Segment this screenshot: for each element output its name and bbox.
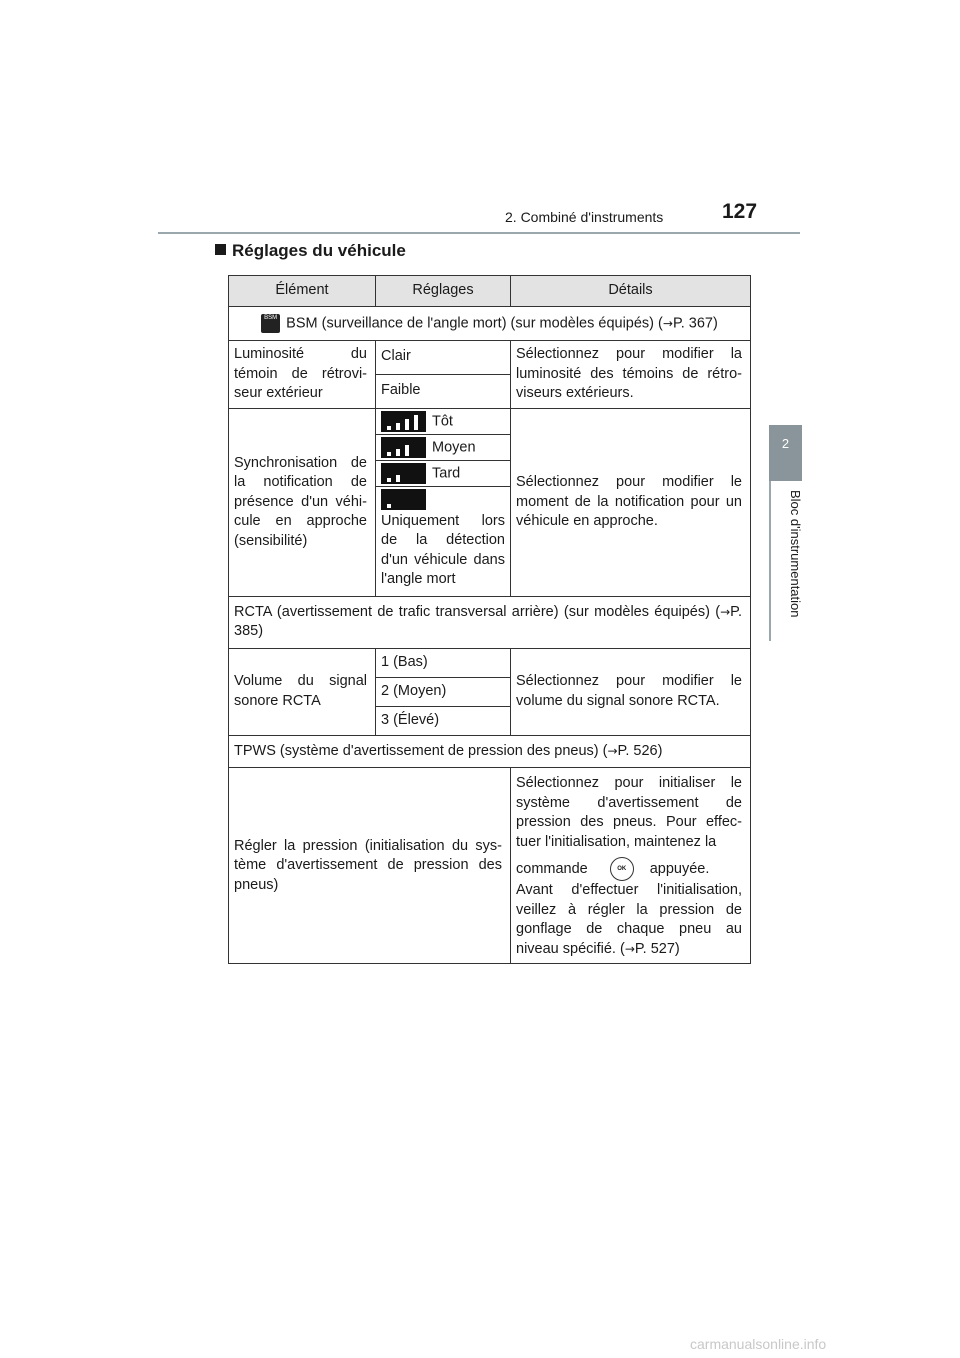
- pressure-command-line: [516, 857, 709, 881]
- header-details: Détails: [511, 276, 751, 307]
- bsm-row: [229, 306, 751, 341]
- setting-volume-low: 1 (Bas): [376, 648, 511, 677]
- luminosity-item: Luminosité du témoin de rétrovi-seur extérieur: [229, 341, 376, 409]
- side-tab-label: Bloc d'instrumentation: [788, 490, 803, 618]
- setting-clair: Clair: [376, 341, 511, 375]
- bars-early-icon: [381, 411, 426, 432]
- setting-tard-label: Tard: [432, 465, 461, 482]
- pressure-details-ref: P. 527): [634, 940, 680, 957]
- bsm-row-text: BSM (surveillance de l'angle mort) (sur modèles équipés) (: [286, 314, 663, 331]
- header-divider: [158, 232, 800, 234]
- table-row: [229, 768, 751, 964]
- section-heading: [215, 241, 406, 261]
- bars-late-icon: [381, 463, 426, 484]
- setting-blind-spot-only: [376, 486, 511, 596]
- table-row: [229, 596, 751, 648]
- setting-volume-high: 3 (Élevé): [376, 706, 511, 735]
- page-number: 127: [722, 200, 758, 223]
- table-row: [229, 735, 751, 768]
- arrow-icon: →: [624, 941, 635, 956]
- bsm-icon: BSM: [261, 314, 280, 333]
- volume-details: Sélectionnez pour modifier le volume du signal sonore RCTA.: [511, 648, 751, 735]
- volume-item: Volume du signal sonore RCTA: [229, 648, 376, 735]
- rcta-row-text: RCTA (avertissement de trafic transversal arrière) (sur modèles équipés) (: [234, 603, 721, 620]
- table-row: [229, 408, 751, 434]
- watermark: carmanualsonline.info: [690, 1336, 827, 1352]
- sync-details: Sélectionnez pour modifier le moment de la notification pour un véhicule en approche.: [511, 408, 751, 596]
- pressure-details-note: Avant d'effectuer l'initialisation, veillez à régler la pression de gonflage de chaque pneu au niveau spécifié. (: [516, 882, 742, 957]
- tpws-row-ref: P. 526): [617, 742, 663, 759]
- settings-table: [228, 275, 751, 964]
- arrow-icon: →: [662, 315, 673, 330]
- setting-volume-medium: 2 (Moyen): [376, 677, 511, 706]
- rcta-row-ref: P. 385): [234, 603, 742, 640]
- rcta-row: [229, 596, 751, 648]
- arrow-icon: →: [607, 743, 618, 758]
- bsm-row-ref: P. 367): [672, 314, 718, 331]
- chapter-title: 2. Combiné d'instruments: [505, 209, 664, 225]
- header-settings: Réglages: [376, 276, 511, 307]
- pressure-details: [511, 768, 751, 964]
- header-element: Élément: [229, 276, 376, 307]
- tpws-row-text: TPWS (système d'avertissement de pression des pneus) (: [234, 742, 608, 759]
- setting-moyen: [376, 434, 511, 460]
- side-tab-number: 2: [781, 436, 790, 451]
- table-header-row: [229, 276, 751, 307]
- arrow-icon: →: [720, 604, 731, 619]
- square-bullet-icon: [215, 244, 226, 255]
- side-divider: [769, 481, 771, 641]
- setting-moyen-label: Moyen: [432, 439, 476, 456]
- setting-tot-label: Tôt: [432, 413, 453, 430]
- sync-item: Synchronisation de la notification de présence d'un véhi-cule en approche (sensibilité): [229, 408, 376, 596]
- luminosity-details: Sélectionnez pour modifier la luminosité des témoins de rétro-viseurs extérieurs.: [511, 341, 751, 409]
- pressure-item: Régler la pression (initialisation du sys-tème d'avertissement de pression des pneus): [229, 768, 511, 964]
- setting-tard: [376, 460, 511, 486]
- pressure-details-text: Sélectionnez pour initialiser le système d'avertissement de pression des pneus. Pour effec-tuer l'initialisation, maintenez la: [516, 775, 742, 850]
- pressure-pressed-label: appuyée.: [649, 861, 710, 878]
- pressure-command-label: commande: [516, 861, 588, 878]
- setting-blind-spot-label: Uniquement lors de la détection d'un véhicule dans l'angle mort: [381, 512, 505, 588]
- ok-button-icon: OK: [610, 857, 634, 881]
- section-title: Réglages du véhicule: [232, 241, 406, 260]
- chapter-side-tab: [769, 425, 802, 481]
- table-row: [229, 306, 751, 341]
- tpws-row: [229, 735, 751, 768]
- setting-tot: [376, 408, 511, 434]
- table-row: [229, 341, 751, 375]
- bars-blind-spot-icon: [381, 489, 426, 510]
- table-row: [229, 648, 751, 677]
- bars-medium-icon: [381, 437, 426, 458]
- setting-faible: Faible: [376, 375, 511, 409]
